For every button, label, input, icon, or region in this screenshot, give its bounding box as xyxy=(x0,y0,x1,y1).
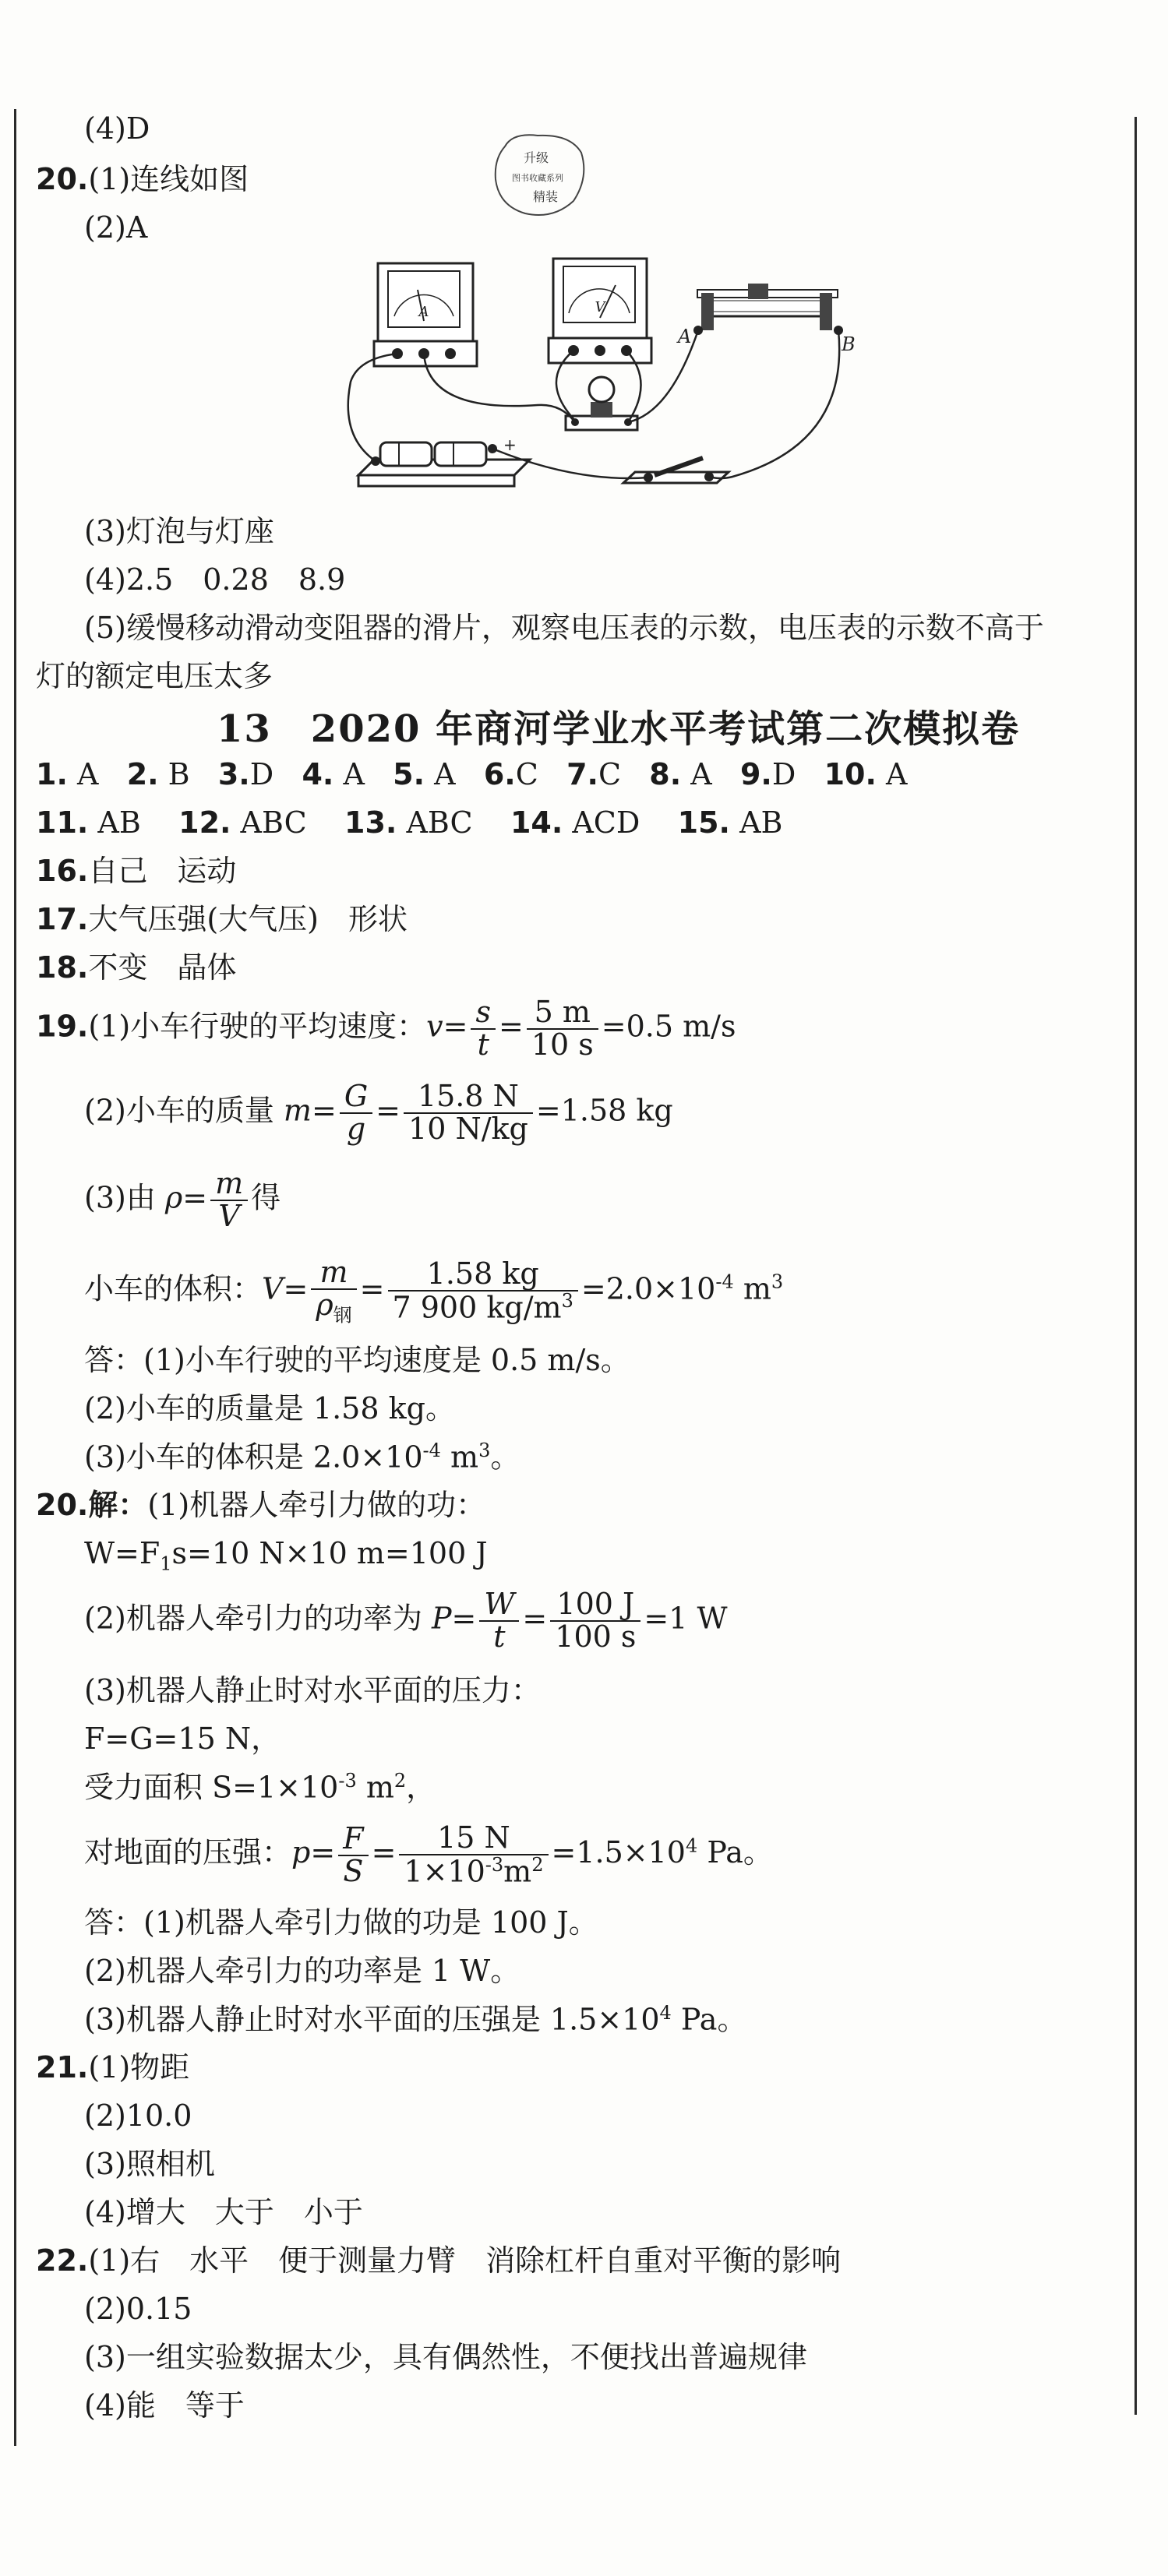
q19-line-3: (3)由 ρ= $\frac{m}{V}$ 得 xyxy=(84,1166,281,1233)
q22-line-4: (4)能 等于 xyxy=(84,2388,245,2423)
library-stamp xyxy=(489,129,591,221)
q19-line-4: 小车的体积：V= $\frac{m}{\rho_钢}$ = $\frac{1.58 kg}{7 900 kg/m^3}$ $=2.0\times 10^{-4}$ $m^3$ xyxy=(84,1255,784,1327)
battery xyxy=(358,435,530,486)
svg-text:V: V xyxy=(595,299,605,315)
q20b-line-1: 20.解：(1)机器人牵引力做的功： xyxy=(36,1488,486,1522)
mc-answer: 3.D xyxy=(217,757,274,791)
q22-line-1: 22.(1)右 水平 便于测量力臂 消除杠杆自重对平衡的影响 xyxy=(36,2243,842,2278)
battery-plus-label: + xyxy=(503,435,517,454)
q19-line-2: (2)小车的质量 m= $\frac{G}{g}$ = $\frac{15.8 N}{10 N/kg}$ =1.58 kg xyxy=(84,1079,673,1146)
terminal-a-label: A xyxy=(678,326,692,347)
q16-answer: 16.自己 运动 xyxy=(36,854,237,888)
q20b-line-4: (3)机器人静止时对水平面的压力： xyxy=(84,1673,541,1707)
q20b-line-6: 受力面积 $S=1\times 10^{-3}$ $m^2$， xyxy=(84,1770,436,1805)
mc-answer: 2. B xyxy=(126,757,190,791)
q19-answer-2: (2)小车的质量是 1.58 kg。 xyxy=(84,1391,455,1425)
terminal-b-label: B xyxy=(842,333,856,355)
q21-line-3: (3)照相机 xyxy=(84,2147,215,2181)
mc-row-2 xyxy=(36,805,782,841)
mc-answer: 1. A xyxy=(36,757,99,791)
q20-line-4: (4)2.5 0.28 8.9 xyxy=(84,562,346,597)
q20b-line-2: $W=F_1s=10$ N×10 m=100 J xyxy=(84,1536,488,1575)
q22-line-2: (2)0.15 xyxy=(84,2292,192,2326)
q19-answer-1: 答：(1)小车行驶的平均速度是 0.5 m/s。 xyxy=(84,1343,630,1377)
stamp-line-3: 精装 xyxy=(532,189,559,204)
q20b-answer-2: (2)机器人牵引力的功率是 1 W。 xyxy=(84,1954,520,1988)
stamp-line-1: 升级 xyxy=(523,150,549,165)
mc-answer: 15. AB xyxy=(677,805,783,840)
mc-answer: 10. A xyxy=(824,757,908,791)
q20b-answer-3: (3)机器人静止时对水平面的压强是 $1.5\times 10^4$ Pa。 xyxy=(84,2002,747,2037)
mc-answer: 6.C xyxy=(483,757,538,791)
q20-line-5a: (5)缓慢移动滑动变阻器的滑片，观察电压表的示数，电压表的示数不高于 xyxy=(84,611,1044,645)
q20-line-2: (2)A xyxy=(84,210,148,245)
mc-answer: 14. ACD xyxy=(510,805,640,840)
q20b-line-5: F=G=15 N， xyxy=(84,1721,281,1756)
mc-answer: 13. ABC xyxy=(344,805,473,840)
q22-line-3: (3)一组实验数据太少，具有偶然性，不便找出普遍规律 xyxy=(84,2340,807,2374)
mc-answer: 11. AB xyxy=(36,805,141,840)
mc-row-1 xyxy=(36,757,907,793)
q20b-answer-1: 答：(1)机器人牵引力做的功是 100 J。 xyxy=(84,1905,598,1940)
switch xyxy=(623,458,729,483)
mc-answer: 9.D xyxy=(739,757,796,791)
mc-answer: 4. A xyxy=(302,757,365,791)
q21-line-2: (2)10.0 xyxy=(84,2099,192,2133)
q17-answer: 17.大气压强(大气压) 形状 xyxy=(36,902,408,936)
q20-line-5b: 灯的额定电压太多 xyxy=(36,659,273,693)
right-margin-rule xyxy=(1134,117,1137,2415)
section-title: 13 2020 年商河学业水平考试第二次模拟卷 xyxy=(217,707,1021,751)
q20b-line-7: 对地面的压强：p= $\frac{F}{S}$ = $\frac{15 N}{1\times 10^{-3}m^2}$ $=1.5\times 10^4$ Pa。 xyxy=(84,1820,773,1889)
left-margin-rule xyxy=(14,109,16,2446)
q21-line-4: (4)增大 大于 小于 xyxy=(84,2195,363,2229)
q20-line-1: 20.(1)连线如图 xyxy=(36,162,249,196)
mc-answer: 12. ABC xyxy=(178,805,307,840)
q21-line-1: 21.(1)物距 xyxy=(36,2050,190,2084)
svg-text:A: A xyxy=(418,304,429,320)
circuit-diagram xyxy=(343,249,857,506)
ammeter xyxy=(374,263,477,366)
q18-answer: 18.不变 晶体 xyxy=(36,950,237,985)
rheostat xyxy=(676,284,856,355)
mc-answer: 5. A xyxy=(393,757,456,791)
question-number: 20. xyxy=(36,162,89,196)
q20-line-3: (3)灯泡与灯座 xyxy=(84,514,274,548)
q20b-line-3: (2)机器人牵引力的功率为 P= $\frac{W}{t}$ = $\frac{100 J}{100 s}$ =1 W xyxy=(84,1587,728,1654)
q19-answer-3: (3)小车的体积是 $2.0\times 10^{-4}$ $m^3$。 xyxy=(84,1440,520,1475)
mc-answer: 7.C xyxy=(566,757,622,791)
stamp-line-2: 图书收藏系列 xyxy=(512,173,563,183)
q19-line-1: 19.(1)小车行驶的平均速度：v= $\frac{s}{t}$ = $\frac{5 m}{10 s}$ =0.5 m/s xyxy=(36,995,736,1062)
voltmeter xyxy=(549,259,651,363)
mc-answer: 8. A xyxy=(649,757,712,791)
q19-4-answer: (4)D xyxy=(84,111,150,146)
